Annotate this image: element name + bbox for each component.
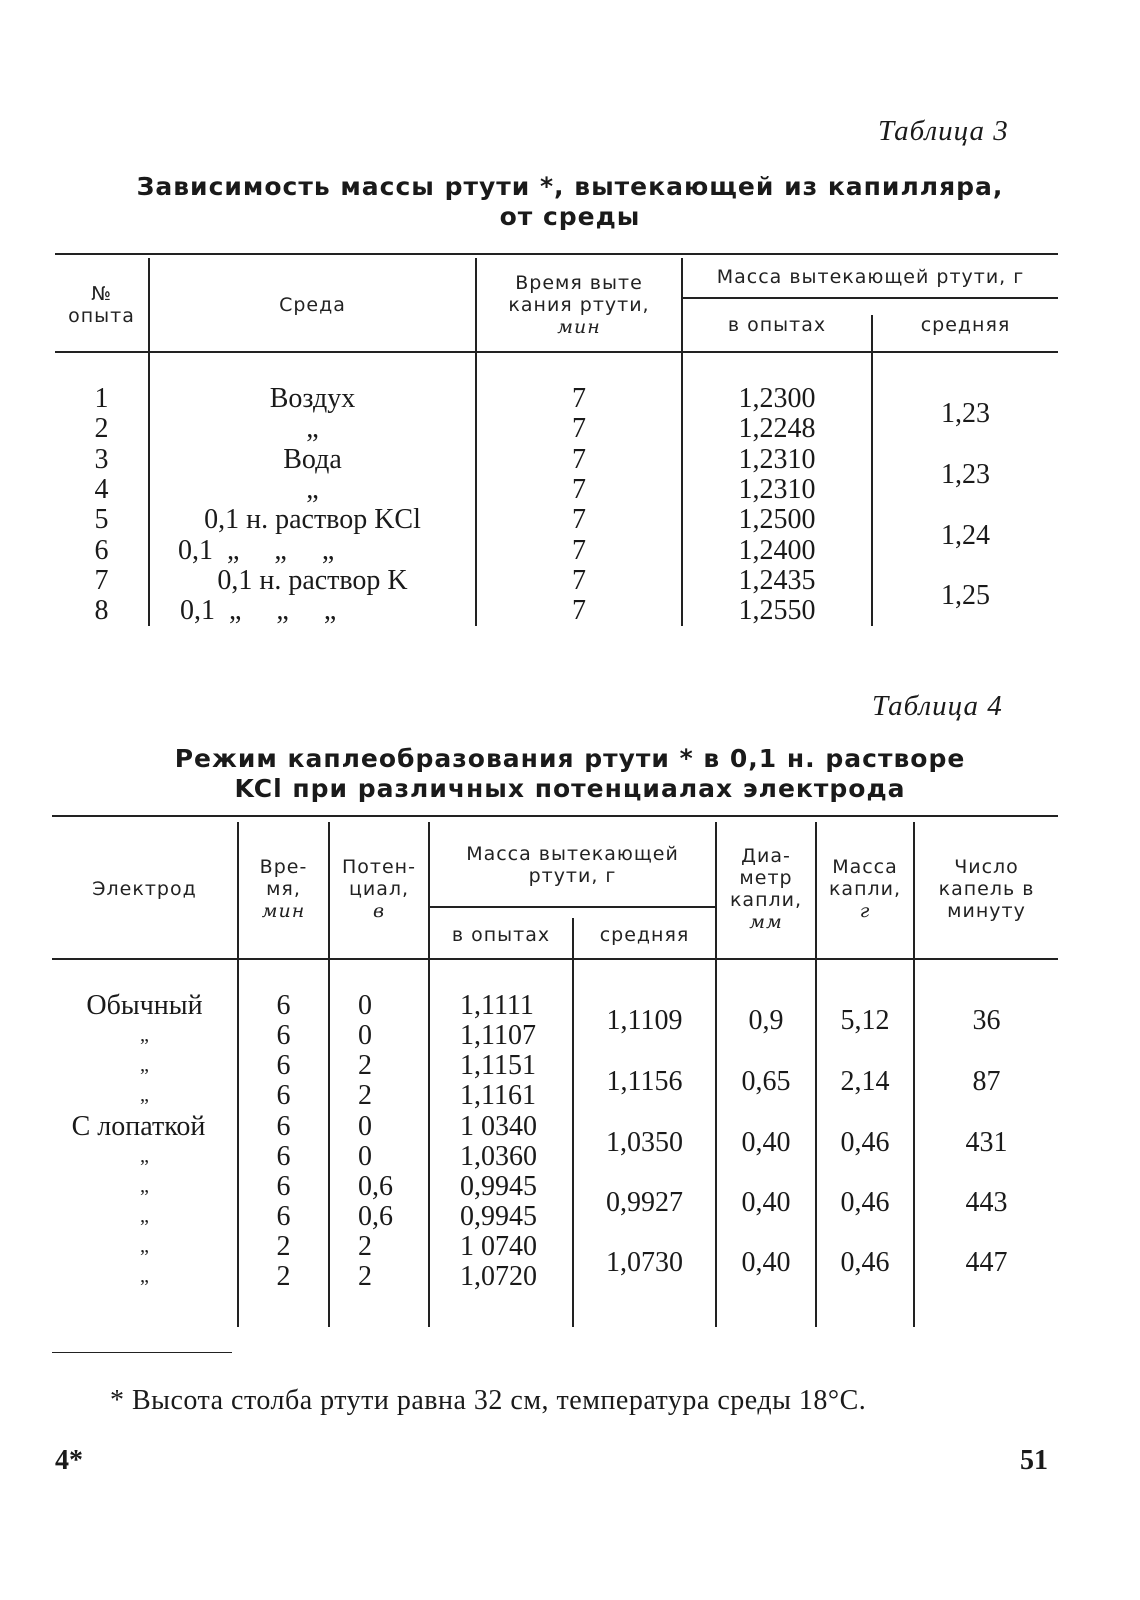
table4-row6-potential: 0 bbox=[358, 1141, 372, 1172]
table3-row4-mass: 1,2310 bbox=[738, 474, 816, 505]
table3-row1-mass: 1,2300 bbox=[738, 383, 816, 414]
table3-title-line1: Зависимость массы ртути *, вытекающей из капилляра, bbox=[136, 172, 1004, 201]
table3-row8-medium: 0,1 „ „ „ bbox=[180, 595, 337, 626]
table3-row2-num: 2 bbox=[94, 413, 109, 444]
table3-row3-medium: Вода bbox=[283, 444, 342, 475]
table3-row7-time: 7 bbox=[572, 565, 586, 596]
table4-group4-average: 0,9927 bbox=[606, 1187, 683, 1218]
table3-avg3: 1,24 bbox=[941, 520, 990, 551]
table3-row1-time: 7 bbox=[572, 383, 586, 414]
table4-row6-electrode: „ bbox=[140, 1145, 149, 1167]
table3-header-time: Время выте кания ртути, мин bbox=[508, 271, 650, 338]
table4-mass-subrule bbox=[430, 906, 715, 908]
table4-header-drop-mass: Масса капли, г bbox=[828, 855, 902, 922]
table4-group2-count: 87 bbox=[972, 1066, 1001, 1097]
table3-title bbox=[0, 172, 1140, 232]
table4-row9-electrode: „ bbox=[140, 1235, 149, 1257]
table3-row3-time: 7 bbox=[572, 444, 586, 475]
table3-row6-num: 6 bbox=[94, 535, 109, 566]
table3-row3-mass: 1,2310 bbox=[738, 444, 816, 475]
table3-title-line2: от среды bbox=[499, 202, 641, 231]
table4-group5-average: 1,0730 bbox=[606, 1247, 683, 1278]
table4-row10-time: 2 bbox=[276, 1261, 291, 1292]
table4-row7-electrode: „ bbox=[140, 1175, 149, 1197]
table3-row7-medium: 0,1 н. раствор K bbox=[217, 565, 408, 596]
table4-header-rule bbox=[52, 958, 1058, 960]
table4-header-in-experiments: в опытах bbox=[451, 924, 551, 946]
table4-header-diameter: Диа- метр капли, мм bbox=[729, 844, 803, 933]
table3-header-average: средняя bbox=[920, 314, 1011, 336]
table4-row10-potential: 2 bbox=[358, 1261, 372, 1292]
table4-row9-time: 2 bbox=[276, 1231, 291, 1262]
table3-row4-num: 4 bbox=[94, 474, 109, 505]
table3-row5-medium: 0,1 н. раствор KCl bbox=[204, 504, 421, 535]
table4-row7-potential: 0,6 bbox=[358, 1171, 393, 1202]
table3-row8-time: 7 bbox=[572, 595, 586, 626]
table4-title-line2: KCl при различных потенциалах электрода bbox=[234, 774, 906, 803]
table4-row4-electrode: „ bbox=[140, 1084, 149, 1106]
table4-header-count: Число капель в минуту bbox=[938, 855, 1035, 922]
table3-row8-mass: 1,2550 bbox=[738, 595, 816, 626]
table4-top-rule bbox=[52, 815, 1058, 817]
table4-group3-drop-mass: 0,46 bbox=[840, 1127, 890, 1158]
table4-group2-average: 1,1156 bbox=[606, 1066, 683, 1097]
table4-label: Таблица 4 bbox=[872, 690, 1003, 722]
table4-row6-mass: 1,0360 bbox=[460, 1141, 537, 1172]
table4-group1-diameter: 0,9 bbox=[748, 1005, 784, 1036]
table4-header-potential: Потен- циал, в bbox=[342, 855, 416, 922]
table4-group1-drop-mass: 5,12 bbox=[840, 1005, 890, 1036]
table3-row6-time: 7 bbox=[572, 535, 586, 566]
table3-row8-num: 8 bbox=[94, 595, 109, 626]
table3-row1-num: 1 bbox=[94, 383, 109, 414]
table4-row3-time: 6 bbox=[276, 1050, 291, 1081]
footnote: * Высота столба ртути равна 32 см, температура среды 18°С. bbox=[110, 1385, 867, 1416]
table3-row6-medium: 0,1 „ „ „ bbox=[178, 535, 335, 566]
table3-row2-medium: „ bbox=[306, 413, 319, 444]
table4-header-average: средняя bbox=[599, 924, 690, 946]
table4-vline-3 bbox=[428, 822, 430, 1327]
table3-top-rule bbox=[55, 253, 1058, 255]
table4-row5-potential: 0 bbox=[358, 1111, 372, 1142]
table4-group5-diameter: 0,40 bbox=[741, 1247, 791, 1278]
table4-row4-mass: 1,1161 bbox=[460, 1080, 536, 1111]
table4-group5-drop-mass: 0,46 bbox=[840, 1247, 890, 1278]
footnote-rule bbox=[52, 1352, 232, 1353]
table3-row5-mass: 1,2500 bbox=[738, 504, 816, 535]
table3-row2-mass: 1,2248 bbox=[738, 413, 816, 444]
table4-row10-mass: 1,0720 bbox=[460, 1261, 537, 1292]
table3-avg4: 1,25 bbox=[941, 580, 990, 611]
table4-row2-potential: 0 bbox=[358, 1020, 372, 1051]
table3-mass-subrule bbox=[683, 297, 1058, 299]
table4-row1-mass: 1,1111 bbox=[460, 990, 534, 1021]
table4-row8-time: 6 bbox=[276, 1201, 291, 1232]
table4-group2-diameter: 0,65 bbox=[741, 1066, 791, 1097]
table4-row1-potential: 0 bbox=[358, 990, 372, 1021]
table4-title bbox=[0, 744, 1140, 804]
table4-row3-potential: 2 bbox=[358, 1050, 372, 1081]
table3-row7-num: 7 bbox=[94, 565, 109, 596]
table4-row8-potential: 0,6 bbox=[358, 1201, 393, 1232]
table4-group4-diameter: 0,40 bbox=[741, 1187, 791, 1218]
table4-group4-drop-mass: 0,46 bbox=[840, 1187, 890, 1218]
table3-header-rule bbox=[55, 351, 1058, 353]
table3-row4-medium: „ bbox=[306, 474, 319, 505]
table4-group5-count: 447 bbox=[965, 1247, 1008, 1278]
table4-row7-time: 6 bbox=[276, 1171, 291, 1202]
table4-row4-time: 6 bbox=[276, 1080, 291, 1111]
table4-row3-mass: 1,1151 bbox=[460, 1050, 536, 1081]
table4-group1-count: 36 bbox=[972, 1005, 1001, 1036]
table4-row6-time: 6 bbox=[276, 1141, 291, 1172]
table4-row1-time: 6 bbox=[276, 990, 291, 1021]
table4-group2-drop-mass: 2,14 bbox=[840, 1066, 890, 1097]
table4-row5-electrode: С лопаткой bbox=[71, 1111, 206, 1142]
table3-header-mass: Масса вытекающей ртути, г bbox=[716, 266, 1025, 288]
table4-row5-time: 6 bbox=[276, 1111, 291, 1142]
table3-avg2: 1,23 bbox=[941, 459, 990, 490]
page-number: 51 bbox=[1020, 1445, 1048, 1476]
table4-group4-count: 443 bbox=[965, 1187, 1008, 1218]
table4-header-electrode: Электрод bbox=[92, 877, 197, 900]
table4-row4-potential: 2 bbox=[358, 1080, 372, 1111]
table4-row2-time: 6 bbox=[276, 1020, 291, 1051]
table4-row3-electrode: „ bbox=[140, 1054, 149, 1076]
table3-header-num: № опыта bbox=[68, 282, 135, 327]
table4-row8-electrode: „ bbox=[140, 1205, 149, 1227]
table3-header-in-experiments: в опытах bbox=[727, 314, 827, 336]
table4-row8-mass: 0,9945 bbox=[460, 1201, 537, 1232]
page-left-mark: 4* bbox=[55, 1445, 83, 1476]
table3-row7-mass: 1,2435 bbox=[738, 565, 816, 596]
table3-header-medium: Среда bbox=[279, 293, 346, 316]
table4-row7-mass: 0,9945 bbox=[460, 1171, 537, 1202]
table4-group3-count: 431 bbox=[965, 1127, 1008, 1158]
table4-row9-potential: 2 bbox=[358, 1231, 372, 1262]
table4-title-line1: Режим каплеобразования ртути * в 0,1 н. растворе bbox=[174, 744, 966, 773]
table3-avg1: 1,23 bbox=[941, 398, 990, 429]
table3-row6-mass: 1,2400 bbox=[738, 535, 816, 566]
table3-row2-time: 7 bbox=[572, 413, 586, 444]
table4-row9-mass: 1 0740 bbox=[460, 1231, 537, 1262]
table4-row1-electrode: Обычный bbox=[86, 990, 203, 1021]
table3-label: Таблица 3 bbox=[878, 115, 1009, 147]
table4-header-mass: Масса вытекающей ртути, г bbox=[466, 843, 679, 887]
table4-header-time: Вре- мя, мин bbox=[259, 855, 308, 922]
table4-row5-mass: 1 0340 bbox=[460, 1111, 537, 1142]
table3-row3-num: 3 bbox=[94, 444, 109, 475]
table4-group3-diameter: 0,40 bbox=[741, 1127, 791, 1158]
table3-row5-num: 5 bbox=[94, 504, 109, 535]
table4-row2-electrode: „ bbox=[140, 1024, 149, 1046]
table3-row1-medium: Воздух bbox=[269, 383, 356, 414]
table4-group3-average: 1,0350 bbox=[606, 1127, 683, 1158]
table3-row5-time: 7 bbox=[572, 504, 586, 535]
table4-row2-mass: 1,1107 bbox=[460, 1020, 536, 1051]
table4-group1-average: 1,1109 bbox=[606, 1005, 683, 1036]
table3-row4-time: 7 bbox=[572, 474, 586, 505]
table4-row10-electrode: „ bbox=[140, 1265, 149, 1287]
